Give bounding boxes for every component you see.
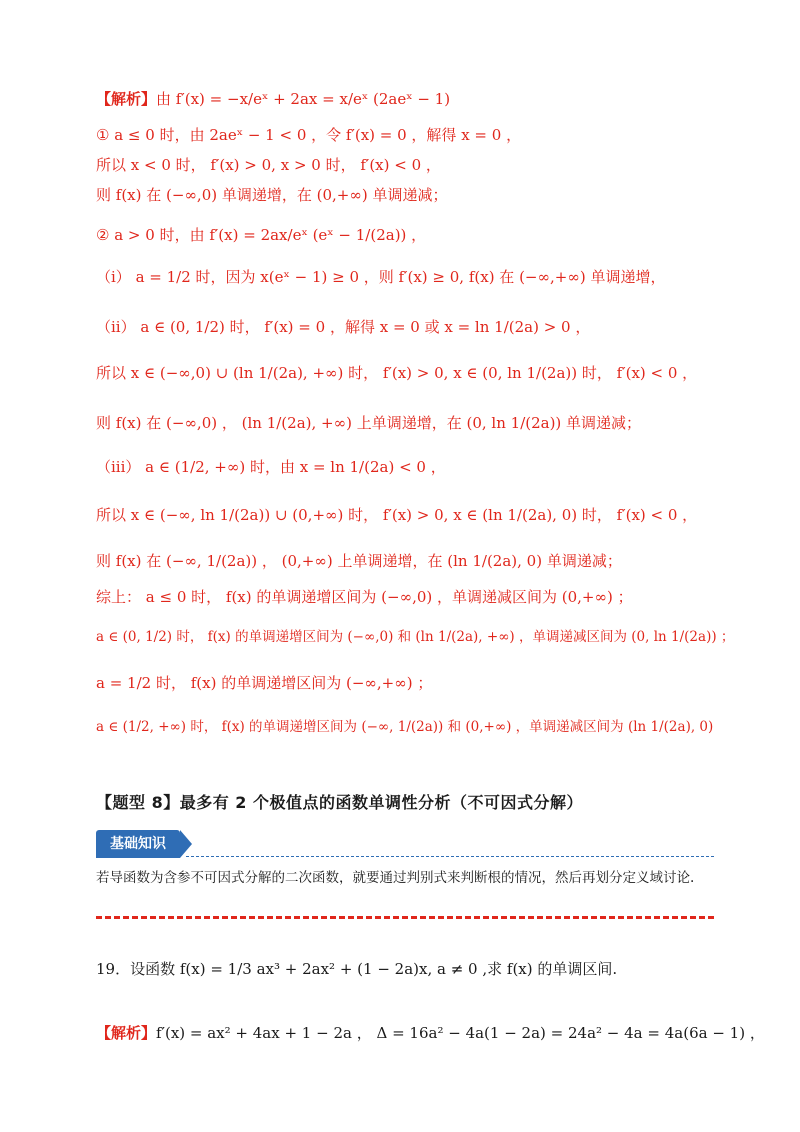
knowledge-text: 若导函数为含参不可因式分解的二次函数，就要通过判别式来判断根的情况，然后再划分定义域讨论. [96,870,695,886]
solution-line-1: 【解析】由 f′(x) = −x/eˣ + 2ax = x/eˣ (2aeˣ − 1) [96,90,451,108]
knowledge-label: 基础知识 [96,830,180,858]
section-heading: 【题型 8】最多有 2 个极值点的函数单调性分析（不可因式分解） [96,793,583,812]
problem-19-answer [96,1022,765,1043]
solution-line-15: a = 1/2 时， f(x) 的单调递增区间为 (−∞,+∞) ； [96,674,433,692]
solution-text: 由 f′(x) = −x/eˣ + 2ax = x/eˣ (2aeˣ − 1) [156,90,451,108]
answer-text: f′(x) = ax² + 4ax + 1 − 2a ， Δ = 16a² − 4a(1 − 2a) = 24a² − 4a = 4a(6a − 1) ， [156,1024,765,1042]
solution-line-11: 所以 x ∈ (−∞, ln 1/(2a)) ∪ (0,+∞) 时， f′(x) > 0, x ∈ (ln 1/(2a), 0) 时， f′(x) < 0 ， [96,506,698,524]
solution-line-8: 所以 x ∈ (−∞,0) ∪ (ln 1/(2a), +∞) 时， f′(x) > 0, x ∈ (0, ln 1/(2a)) 时， f′(x) < 0 ， [96,364,698,382]
problem-19-text: 19．设函数 f(x) = 1/3 ax³ + 2ax² + (1 − 2a)x, a ≠ 0 ,求 f(x) 的单调区间. [96,960,618,978]
solution-line-5: ② a > 0 时，由 f′(x) = 2ax/eˣ (eˣ − 1/(2a)) ， [96,226,427,244]
knowledge-divider [186,856,714,857]
answer-tag: 【解析】 [96,1024,157,1042]
solution-line-9: 则 f(x) 在 (−∞,0) ， (ln 1/(2a), +∞) 上单调递增，在 (0, ln 1/(2a)) 单调递减； [96,414,642,432]
solution-line-13: 综上： a ≤ 0 时， f(x) 的单调递增区间为 (−∞,0) ，单调递减区间为 (0,+∞) ； [96,588,633,606]
red-dashed-divider [96,916,714,919]
solution-line-14: a ∈ (0, 1/2) 时， f(x) 的单调递增区间为 (−∞,0) 和 (ln 1/(2a), +∞) ，单调递减区间为 (0, ln 1/(2a)) ； [96,629,735,645]
solution-line-6: （i） a = 1/2 时，因为 x(eˣ − 1) ≥ 0 ，则 f′(x) ≥ 0, f(x) 在 (−∞,+∞) 单调递增， [96,268,666,286]
solution-line-10: （iii） a ∈ (1/2, +∞) 时，由 x = ln 1/(2a) < 0 ， [96,458,446,476]
solution-line-7: （ii） a ∈ (0, 1/2) 时， f′(x) = 0 ，解得 x = 0 或 x = ln 1/(2a) > 0 ， [96,318,591,336]
solution-line-2: ① a ≤ 0 时，由 2aeˣ − 1 < 0 ，令 f′(x) = 0 ，解得 x = 0 ， [96,126,522,144]
solution-line-16: a ∈ (1/2, +∞) 时， f(x) 的单调递增区间为 (−∞, 1/(2a)) 和 (0,+∞) ，单调递减区间为 (ln 1/(2a), 0) [96,719,714,735]
solution-line-12: 则 f(x) 在 (−∞, 1/(2a)) ， (0,+∞) 上单调递增，在 (ln 1/(2a), 0) 单调递减； [96,552,622,570]
solution-line-3: 所以 x < 0 时， f′(x) > 0, x > 0 时， f′(x) < 0 ， [96,156,441,174]
solution-line-4: 则 f(x) 在 (−∞,0) 单调递增，在 (0,+∞) 单调递减； [96,186,448,204]
